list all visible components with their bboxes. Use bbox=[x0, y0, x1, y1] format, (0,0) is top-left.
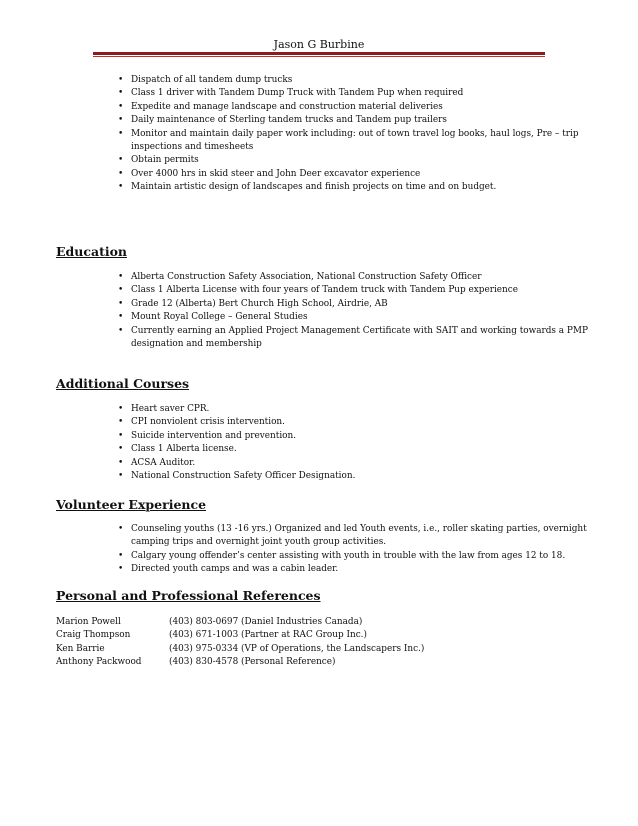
list-item: • Counseling youths (13 -16 yrs.) Organized and led Youth events, i.e., roller skating parties, overnight camping trips and overnight joint youth group activities. bbox=[118, 523, 588, 550]
list-item: • Currently earning an Applied Project Management Certificate with SAIT and working towards a PMP designation and membership bbox=[118, 325, 588, 352]
list-item: • ACSA Auditor. bbox=[118, 457, 588, 470]
header-rule bbox=[93, 52, 545, 55]
experience-list bbox=[118, 74, 588, 195]
list-item: • Expedite and manage landscape and construction material deliveries bbox=[118, 101, 588, 114]
list-item: • Over 4000 hrs in skid steer and John Deer excavator experience bbox=[118, 168, 588, 181]
list-item: • Class 1 Alberta license. bbox=[118, 443, 588, 456]
reference-name: Anthony Packwood bbox=[56, 657, 142, 668]
list-item: • Monitor and maintain daily paper work including: out of town travel log books, haul logs, Pre – trip inspections and timesheets bbox=[118, 128, 588, 155]
education-list bbox=[118, 271, 588, 351]
reference-name: Craig Thompson bbox=[56, 630, 131, 641]
list-item: • Daily maintenance of Sterling tandem trucks and Tandem pup trailers bbox=[118, 114, 588, 127]
references-list bbox=[56, 616, 424, 670]
reference-detail: (403) 830-4578 (Personal Reference) bbox=[169, 657, 336, 668]
volunteer-heading: Volunteer Experience bbox=[56, 497, 207, 512]
courses-list bbox=[118, 403, 588, 483]
list-item: • Grade 12 (Alberta) Bert Church High School, Airdrie, AB bbox=[118, 298, 588, 311]
volunteer-list bbox=[118, 523, 588, 577]
list-item: • Maintain artistic design of landscapes and finish projects on time and on budget. bbox=[118, 181, 588, 194]
list-item: • Suicide intervention and prevention. bbox=[118, 430, 588, 443]
list-item: • Calgary young offender’s center assisting with youth in trouble with the law from ages 12 to 18. bbox=[118, 550, 588, 563]
reference-detail: (403) 975-0334 (VP of Operations, the Landscapers Inc.) bbox=[169, 643, 425, 654]
list-item: • Obtain permits bbox=[118, 154, 588, 167]
reference-detail: (403) 803-0697 (Daniel Industries Canada) bbox=[169, 617, 363, 627]
reference-row bbox=[56, 616, 424, 629]
reference-row bbox=[56, 656, 424, 669]
list-item: • CPI nonviolent crisis intervention. bbox=[118, 416, 588, 429]
references-heading: Personal and Professional References bbox=[56, 588, 321, 603]
reference-row bbox=[56, 629, 424, 642]
list-item: • National Construction Safety Officer Designation. bbox=[118, 470, 588, 483]
list-item: • Directed youth camps and was a cabin leader. bbox=[118, 563, 588, 576]
courses-heading: Additional Courses bbox=[56, 376, 190, 391]
list-item: • Mount Royal College – General Studies bbox=[118, 311, 588, 324]
education-heading: Education bbox=[56, 244, 128, 259]
list-item: • Class 1 driver with Tandem Dump Truck with Tandem Pup when required bbox=[118, 87, 588, 100]
list-item: • Heart saver CPR. bbox=[118, 403, 588, 416]
page-header-name: Jason G Burbine bbox=[273, 38, 365, 51]
reference-name: Ken Barrie bbox=[56, 643, 105, 654]
reference-name: Marion Powell bbox=[56, 617, 121, 627]
list-item: • Class 1 Alberta License with four years of Tandem truck with Tandem Pup experience bbox=[118, 284, 588, 297]
header-rule-thin bbox=[93, 56, 545, 57]
reference-row bbox=[56, 643, 424, 656]
list-item: • Dispatch of all tandem dump trucks bbox=[118, 74, 588, 87]
list-item: • Alberta Construction Safety Association, National Construction Safety Officer bbox=[118, 271, 588, 284]
reference-detail: (403) 671-1003 (Partner at RAC Group Inc.) bbox=[169, 630, 367, 641]
